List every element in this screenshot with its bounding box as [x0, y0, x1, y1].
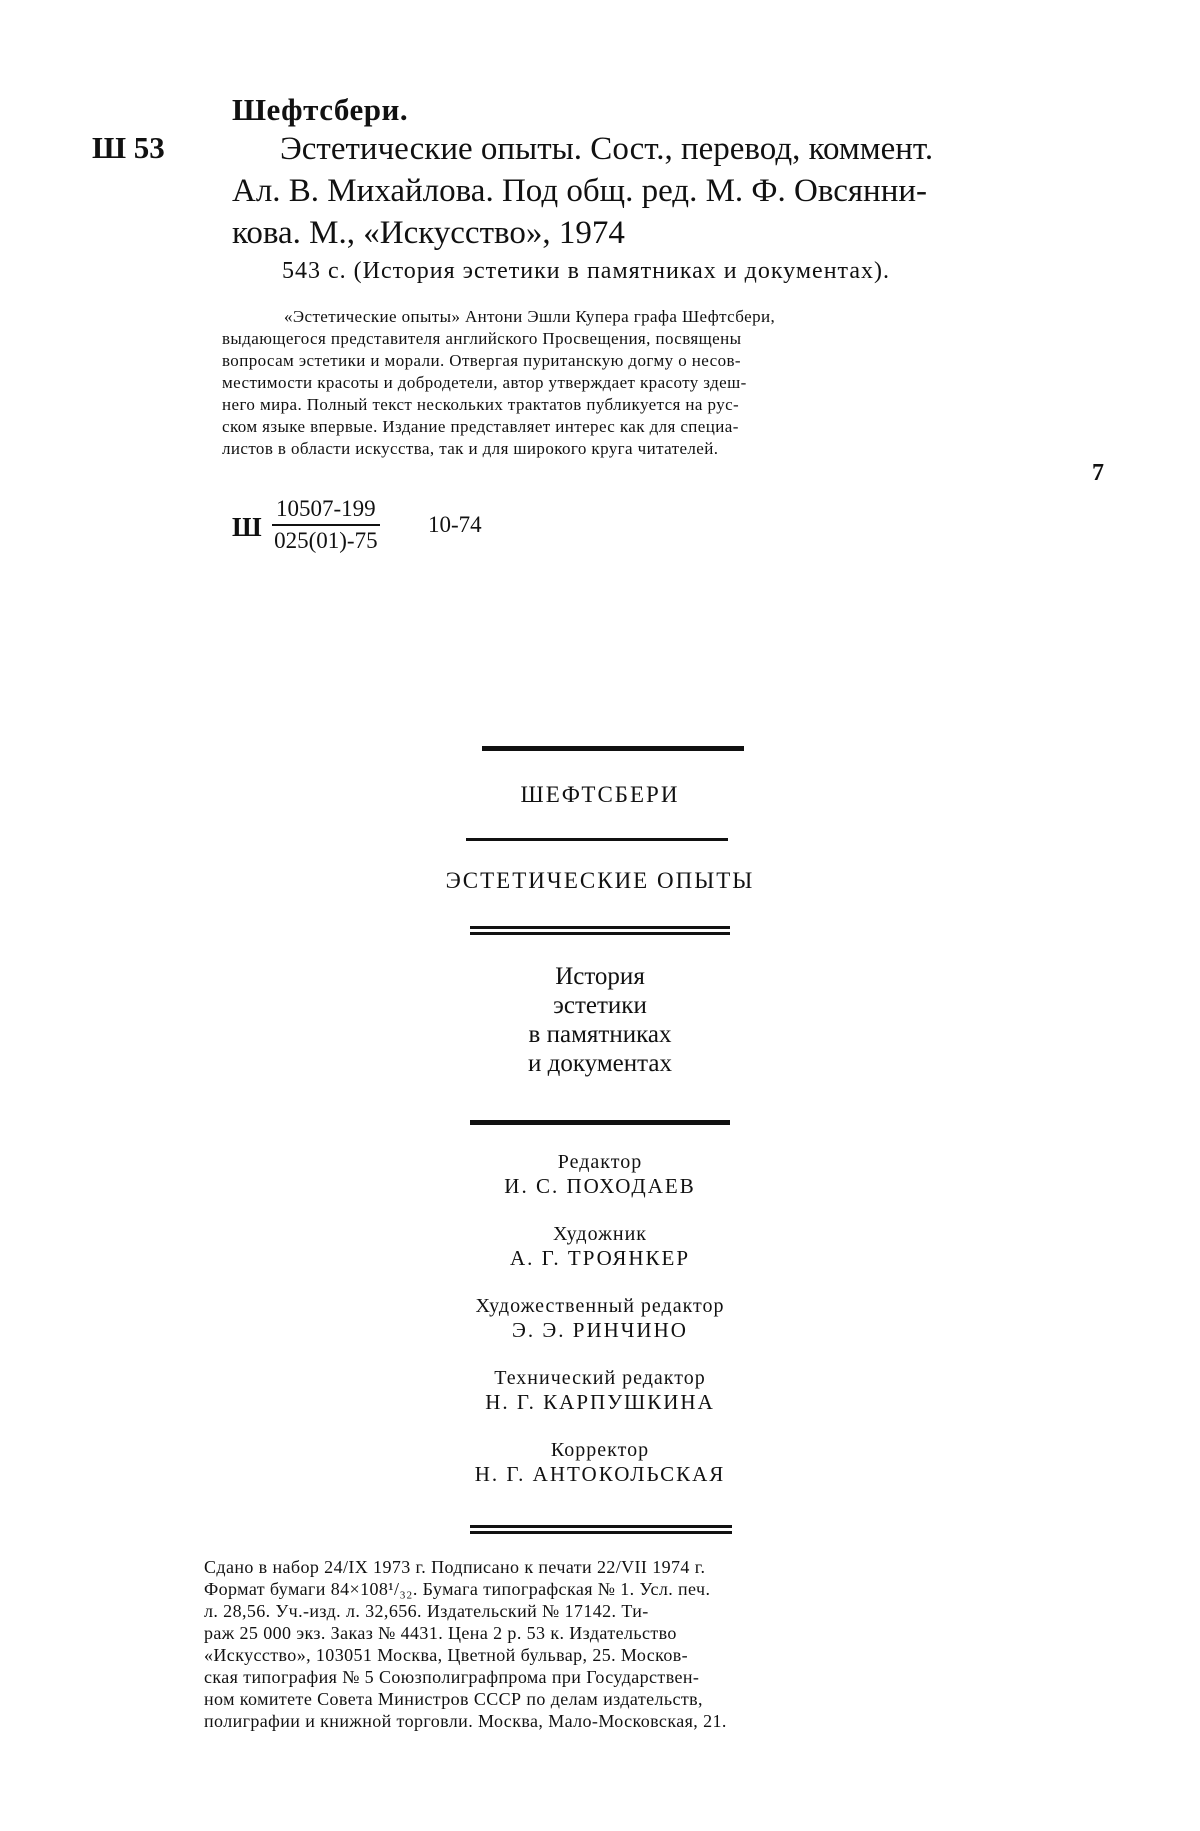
divider-rule	[482, 746, 744, 751]
printing-line: ном комитете Совета Министров СССР по делам издательств,	[204, 1689, 703, 1709]
title-small: ЭСТЕТИЧЕСКИЕ ОПЫТЫ	[445, 868, 755, 893]
title-line: кова. М., «Искусство», 1974	[232, 215, 625, 251]
library-code: Ш 53	[92, 130, 165, 165]
classification-fraction	[272, 494, 380, 556]
credit-art-editor	[0, 1294, 1200, 1342]
series-note: 543 с. (История эстетики в памятниках и документах).	[282, 258, 890, 284]
annotation	[222, 306, 1110, 460]
fraction-denominator: 025(01)-75	[274, 528, 378, 553]
credits-list	[0, 1150, 1200, 1510]
divider-rule	[470, 1525, 732, 1534]
credit-name: Н. Г. КАРПУШКИНА	[485, 1390, 715, 1414]
credit-artist	[0, 1222, 1200, 1270]
printing-line: Формат бумаги 84×108¹/₃₂. Бумага типографская № 1. Усл. печ.	[204, 1579, 711, 1599]
series-title-block	[0, 962, 1200, 1078]
credit-role: Художественный редактор	[475, 1295, 725, 1317]
author-small: ШЕФТСБЕРИ	[520, 782, 680, 807]
credit-role: Корректор	[550, 1439, 650, 1461]
printing-line: ская типография № 5 Союзполиграфпрома при Государствен-	[204, 1667, 700, 1687]
series-line: История	[555, 963, 645, 990]
credit-name: И. С. ПОХОДАЕВ	[504, 1174, 696, 1198]
credit-name: Н. Г. АНТОКОЛЬСКАЯ	[474, 1462, 726, 1486]
credit-role: Художник	[552, 1223, 648, 1245]
credit-tech-editor	[0, 1366, 1200, 1414]
series-line: в памятниках	[528, 1021, 672, 1048]
credit-role: Редактор	[557, 1151, 643, 1173]
series-line: эстетики	[553, 992, 647, 1019]
book-description	[232, 128, 1112, 254]
fraction-numerator: 10507-199	[272, 494, 380, 526]
printing-line: «Искусство», 103051 Москва, Цветной бульвар, 25. Москов-	[204, 1645, 689, 1665]
credit-editor	[0, 1150, 1200, 1198]
credit-name: Э. Э. РИНЧИНО	[512, 1318, 688, 1342]
divider-rule	[470, 926, 730, 935]
series-line: и документах	[528, 1050, 672, 1077]
divider-rule	[466, 838, 728, 841]
credit-role: Технический редактор	[494, 1367, 706, 1389]
printing-line: полиграфии и книжной торговли. Москва, Мало-Московская, 21.	[204, 1711, 727, 1731]
credit-proofreader	[0, 1438, 1200, 1486]
title-line: Эстетические опыты. Сост., перевод, коммент.	[280, 131, 934, 167]
printing-line: Сдано в набор 24/IX 1973 г. Подписано к печати 22/VII 1974 г.	[204, 1557, 706, 1577]
page-marker: 7	[1092, 460, 1104, 486]
annotation-line: ском языке впервые. Издание представляет интерес как для специа-	[222, 417, 739, 436]
class-letter: Ш	[232, 512, 262, 542]
annotation-line: «Эстетические опыты» Антони Эшли Купера графа Шефтсбери,	[284, 307, 776, 326]
fraction-tail: 10-74	[428, 512, 482, 537]
printing-line: л. 28,56. Уч.-изд. л. 32,656. Издательский № 17142. Ти-	[204, 1601, 649, 1621]
author-heading: Шефтсбери.	[232, 92, 409, 127]
credit-name: А. Г. ТРОЯНКЕР	[509, 1246, 691, 1270]
printing-info	[204, 1556, 1004, 1732]
divider-rule	[470, 1120, 730, 1125]
annotation-line: местимости красоты и добродетели, автор утверждает красоту здеш-	[222, 373, 747, 392]
annotation-line: выдающегося представителя английского Просвещения, посвящены	[222, 329, 742, 348]
title-line: Ал. В. Михайлова. Под общ. ред. М. Ф. Овсянни-	[232, 173, 927, 209]
printing-line: раж 25 000 экз. Заказ № 4431. Цена 2 р. 53 к. Издательство	[204, 1623, 677, 1643]
annotation-line: него мира. Полный текст нескольких трактатов публикуется на рус-	[222, 395, 740, 414]
annotation-line: вопросам эстетики и морали. Отвергая пуританскую догму о несов-	[222, 351, 741, 370]
annotation-line: листов в области искусства, так и для широкого круга читателей.	[222, 439, 719, 458]
